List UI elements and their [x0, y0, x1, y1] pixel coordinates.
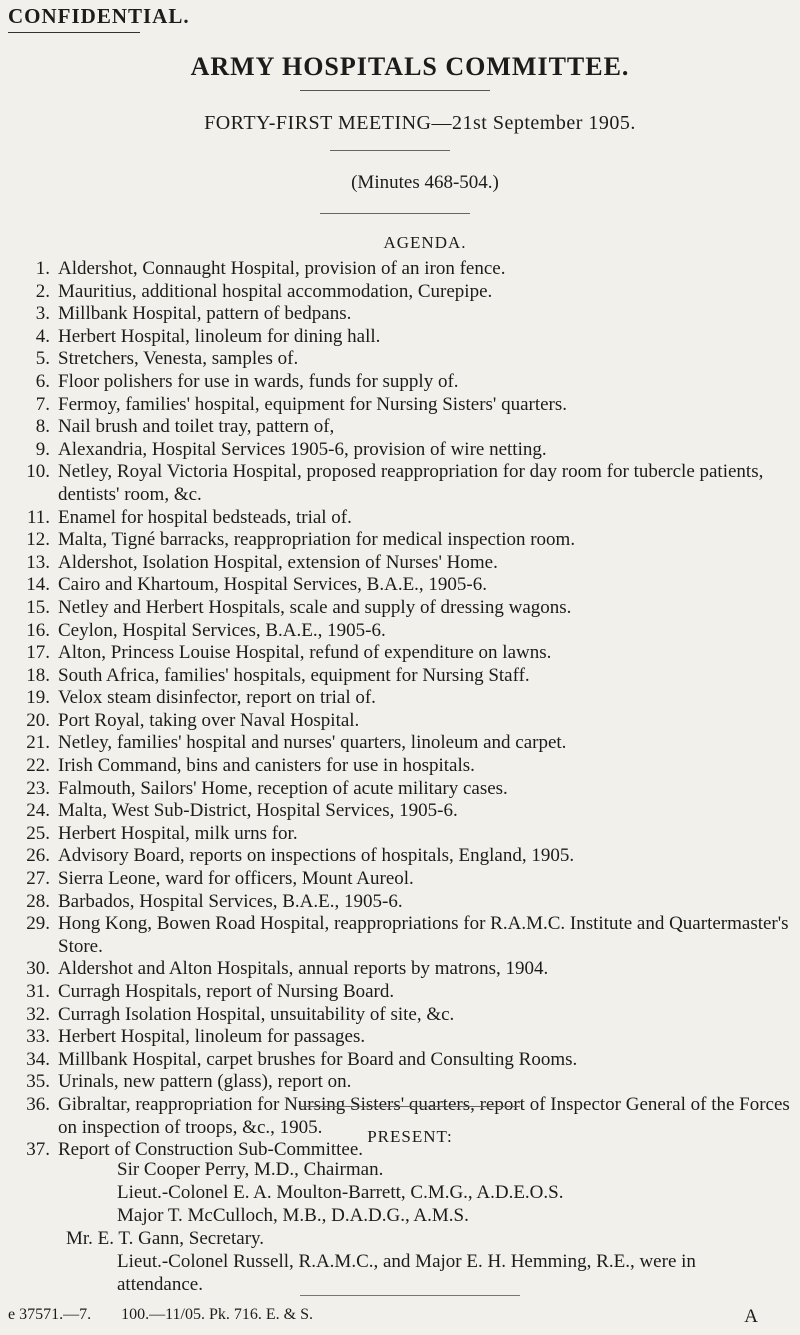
- agenda-item: [10, 913, 795, 958]
- agenda-item: [10, 371, 795, 394]
- agenda-item-number: 8.: [35, 416, 50, 438]
- agenda-item-text: Gibraltar, reappropriation for Nursing Sisters' quarters, report of Inspector General of the Forces on inspection of troops, &c., 1905.: [58, 1093, 790, 1138]
- agenda-item-text: Barbados, Hospital Services, B.A.E., 1905-6.: [58, 890, 403, 912]
- attendee-secretary: Mr. E. T. Gann, Secretary.: [66, 1228, 265, 1249]
- agenda-item-text: Netley, Royal Victoria Hospital, proposed reappropriation for day room for tubercle patients, dentists' room, &c.: [58, 461, 764, 505]
- agenda-item-text: Netley, families' hospital and nurses' quarters, linoleum and carpet.: [58, 732, 567, 754]
- printer-footer: [8, 1306, 788, 1328]
- agenda-item-text: Falmouth, Sailors' Home, reception of acute military cases.: [58, 777, 508, 799]
- agenda-item-text: Irish Command, bins and canisters for use in hospitals.: [58, 755, 475, 777]
- agenda-item: [10, 732, 795, 755]
- agenda-item: [10, 687, 795, 710]
- agenda-item: [10, 755, 795, 778]
- committee-title: ARMY HOSPITALS COMMITTEE.: [190, 52, 630, 81]
- agenda-item-number: 9.: [35, 438, 50, 460]
- agenda-item-text: Fermoy, families' hospital, equipment for Nursing Sisters' quarters.: [58, 393, 568, 415]
- agenda-item: [10, 281, 795, 304]
- agenda-item-number: 5.: [35, 348, 50, 370]
- attendee-line: Major T. McCulloch, M.B., D.A.D.G., A.M.S.: [117, 1205, 469, 1226]
- confidential-label: CONFIDENTIAL.: [8, 4, 190, 28]
- agenda-item: [10, 868, 795, 891]
- agenda-item-number: 25.: [26, 822, 50, 844]
- signature-mark: A: [744, 1306, 758, 1327]
- minutes-range: (Minutes 468-504.): [351, 172, 499, 193]
- agenda-item: [10, 597, 795, 620]
- present-rule: [300, 1106, 520, 1107]
- agenda-item-number: 18.: [26, 664, 50, 686]
- agenda-item-text: Sierra Leone, ward for officers, Mount Aureol.: [58, 868, 414, 890]
- attendance-note-cont: attendance.: [117, 1274, 203, 1295]
- agenda-item-number: 28.: [26, 890, 50, 912]
- agenda-item: [10, 574, 795, 597]
- print-code: e 37571.—7.: [8, 1306, 92, 1323]
- agenda-item: [10, 1049, 795, 1072]
- agenda-item-text: Advisory Board, reports on inspections of hospitals, England, 1905.: [58, 845, 575, 867]
- agenda-item-number: 33.: [26, 1026, 50, 1048]
- agenda-item-number: 36.: [26, 1093, 50, 1115]
- agenda-item-number: 32.: [26, 1003, 50, 1025]
- minutes-rule: [320, 213, 470, 214]
- agenda-item: [10, 958, 795, 981]
- agenda-item-text: Millbank Hospital, carpet brushes for Board and Consulting Rooms.: [58, 1048, 578, 1070]
- agenda-item-text: Enamel for hospital bedsteads, trial of.: [58, 506, 352, 528]
- agenda-item-number: 34.: [26, 1048, 50, 1070]
- agenda-item-number: 6.: [35, 370, 50, 392]
- agenda-item-text: Aldershot, Connaught Hospital, provision of an iron fence.: [58, 258, 506, 279]
- agenda-item: [10, 891, 795, 914]
- agenda-item: [10, 1071, 795, 1094]
- agenda-item: [10, 1026, 795, 1049]
- agenda-item-number: 26.: [26, 845, 50, 867]
- attendee-chairman: Sir Cooper Perry, M.D., Chairman.: [117, 1159, 384, 1180]
- agenda-item-number: 23.: [26, 777, 50, 799]
- agenda-item-text: Netley and Herbert Hospitals, scale and supply of dressing wagons.: [58, 596, 572, 618]
- agenda-item-text: Aldershot, Isolation Hospital, extension of Nurses' Home.: [58, 551, 498, 573]
- agenda-item-number: 20.: [26, 709, 50, 731]
- bottom-rule: [300, 1295, 520, 1296]
- agenda-item-number: 30.: [26, 958, 50, 980]
- meeting-rule: [330, 150, 450, 151]
- agenda-item-number: 10.: [26, 461, 50, 483]
- agenda-item-number: 21.: [26, 732, 50, 754]
- agenda-item-text: South Africa, families' hospitals, equipment for Nursing Staff.: [58, 664, 530, 686]
- agenda-item: [10, 439, 795, 462]
- agenda-item: [10, 845, 795, 868]
- agenda-item-number: 37.: [26, 1139, 50, 1161]
- agenda-item-number: 7.: [35, 393, 50, 415]
- agenda-item: [10, 800, 795, 823]
- agenda-item-number: 17.: [26, 642, 50, 664]
- agenda-item-text: Curragh Hospitals, report of Nursing Board.: [58, 981, 395, 1002]
- agenda-item-text: Port Royal, taking over Naval Hospital.: [58, 709, 360, 731]
- agenda-item-text: Mauritius, additional hospital accommodation, Curepipe.: [58, 280, 493, 302]
- attendance-note: Lieut.-Colonel Russell, R.A.M.C., and Major E. H. Hemming, R.E., were in: [117, 1251, 696, 1272]
- agenda-item-text: Report of Construction Sub-Committee.: [58, 1139, 364, 1161]
- agenda-item-text: Malta, Tigné barracks, reappropriation for medical inspection room.: [58, 529, 576, 551]
- agenda-item: [10, 416, 795, 439]
- agenda-item-number: 29.: [26, 913, 50, 935]
- agenda-item-text: Cairo and Khartoum, Hospital Services, B.A.E., 1905-6.: [58, 574, 488, 596]
- agenda-item-text: Alton, Princess Louise Hospital, refund of expenditure on lawns.: [58, 642, 552, 664]
- agenda-item-text: Curragh Isolation Hospital, unsuitability of site, &c.: [58, 1003, 455, 1025]
- agenda-item-text: Ceylon, Hospital Services, B.A.E., 1905-6.: [58, 619, 386, 641]
- agenda-item: [10, 303, 795, 326]
- agenda-item: [10, 258, 795, 281]
- agenda-heading: AGENDA.: [383, 233, 467, 252]
- meeting-title: FORTY-FIRST MEETING—21st September 1905.: [204, 112, 636, 134]
- agenda-item-text: Herbert Hospital, linoleum for passages.: [58, 1026, 366, 1048]
- present-heading: PRESENT:: [367, 1127, 453, 1146]
- agenda-item-number: 27.: [26, 868, 50, 890]
- agenda-item: [10, 823, 795, 846]
- agenda-item-text: Urinals, new pattern (glass), report on.: [58, 1071, 352, 1093]
- agenda-item-number: 2.: [35, 280, 50, 302]
- agenda-item: [10, 778, 795, 801]
- agenda-item-number: 35.: [26, 1071, 50, 1093]
- print-run: 100.—11/05. Pk. 716. E. & S.: [121, 1306, 313, 1323]
- agenda-item-text: Aldershot and Alton Hospitals, annual reports by matrons, 1904.: [58, 958, 549, 980]
- agenda-item-text: Malta, West Sub-District, Hospital Services, 1905-6.: [58, 800, 458, 822]
- agenda-item-text: Alexandria, Hospital Services 1905-6, provision of wire netting.: [58, 438, 547, 460]
- agenda-item-number: 3.: [35, 303, 50, 325]
- agenda-item: [10, 552, 795, 575]
- agenda-item: [10, 665, 795, 688]
- agenda-item-number: 12.: [26, 529, 50, 551]
- agenda-item-text: Nail brush and toilet tray, pattern of,: [58, 416, 335, 438]
- agenda-item: [10, 981, 795, 1004]
- agenda-item-text: Velox steam disinfector, report on trial of.: [58, 687, 376, 709]
- confidential-underline: [8, 32, 140, 33]
- agenda-item-number: 31.: [26, 981, 50, 1002]
- agenda-item: [10, 710, 795, 733]
- agenda-item-text: Herbert Hospital, linoleum for dining hall.: [58, 325, 381, 347]
- agenda-list: [10, 258, 795, 1162]
- agenda-item-number: 11.: [26, 506, 50, 528]
- agenda-item: [10, 529, 795, 552]
- agenda-item: [10, 642, 795, 665]
- agenda-item-text: Herbert Hospital, milk urns for.: [58, 822, 298, 844]
- agenda-item: [10, 394, 795, 417]
- agenda-item-number: 24.: [26, 800, 50, 822]
- agenda-item: [10, 1004, 795, 1027]
- agenda-item-text: Floor polishers for use in wards, funds for supply of.: [58, 370, 459, 392]
- agenda-item-number: 13.: [26, 551, 50, 573]
- agenda-item-number: 1.: [35, 258, 50, 279]
- agenda-item-number: 15.: [26, 596, 50, 618]
- attendee-line: Lieut.-Colonel E. A. Moulton-Barrett, C.M.G., A.D.E.O.S.: [117, 1182, 564, 1203]
- agenda-item-text: Stretchers, Venesta, samples of.: [58, 348, 299, 370]
- agenda-item: [10, 348, 795, 371]
- agenda-item: [10, 326, 795, 349]
- attendees: [0, 1158, 790, 1296]
- agenda-item-text: Millbank Hospital, pattern of bedpans.: [58, 303, 352, 325]
- agenda-item-number: 16.: [26, 619, 50, 641]
- agenda-item-number: 4.: [35, 325, 50, 347]
- agenda-item: [10, 461, 795, 506]
- agenda-item-number: 14.: [26, 574, 50, 596]
- agenda-item: [10, 507, 795, 530]
- title-rule: [300, 90, 490, 91]
- agenda-item-text: Hong Kong, Bowen Road Hospital, reappropriations for R.A.M.C. Institute and Quartermaster's Store.: [58, 913, 789, 957]
- agenda-item-number: 22.: [26, 755, 50, 777]
- agenda-item-number: 19.: [26, 687, 50, 709]
- agenda-item: [10, 620, 795, 643]
